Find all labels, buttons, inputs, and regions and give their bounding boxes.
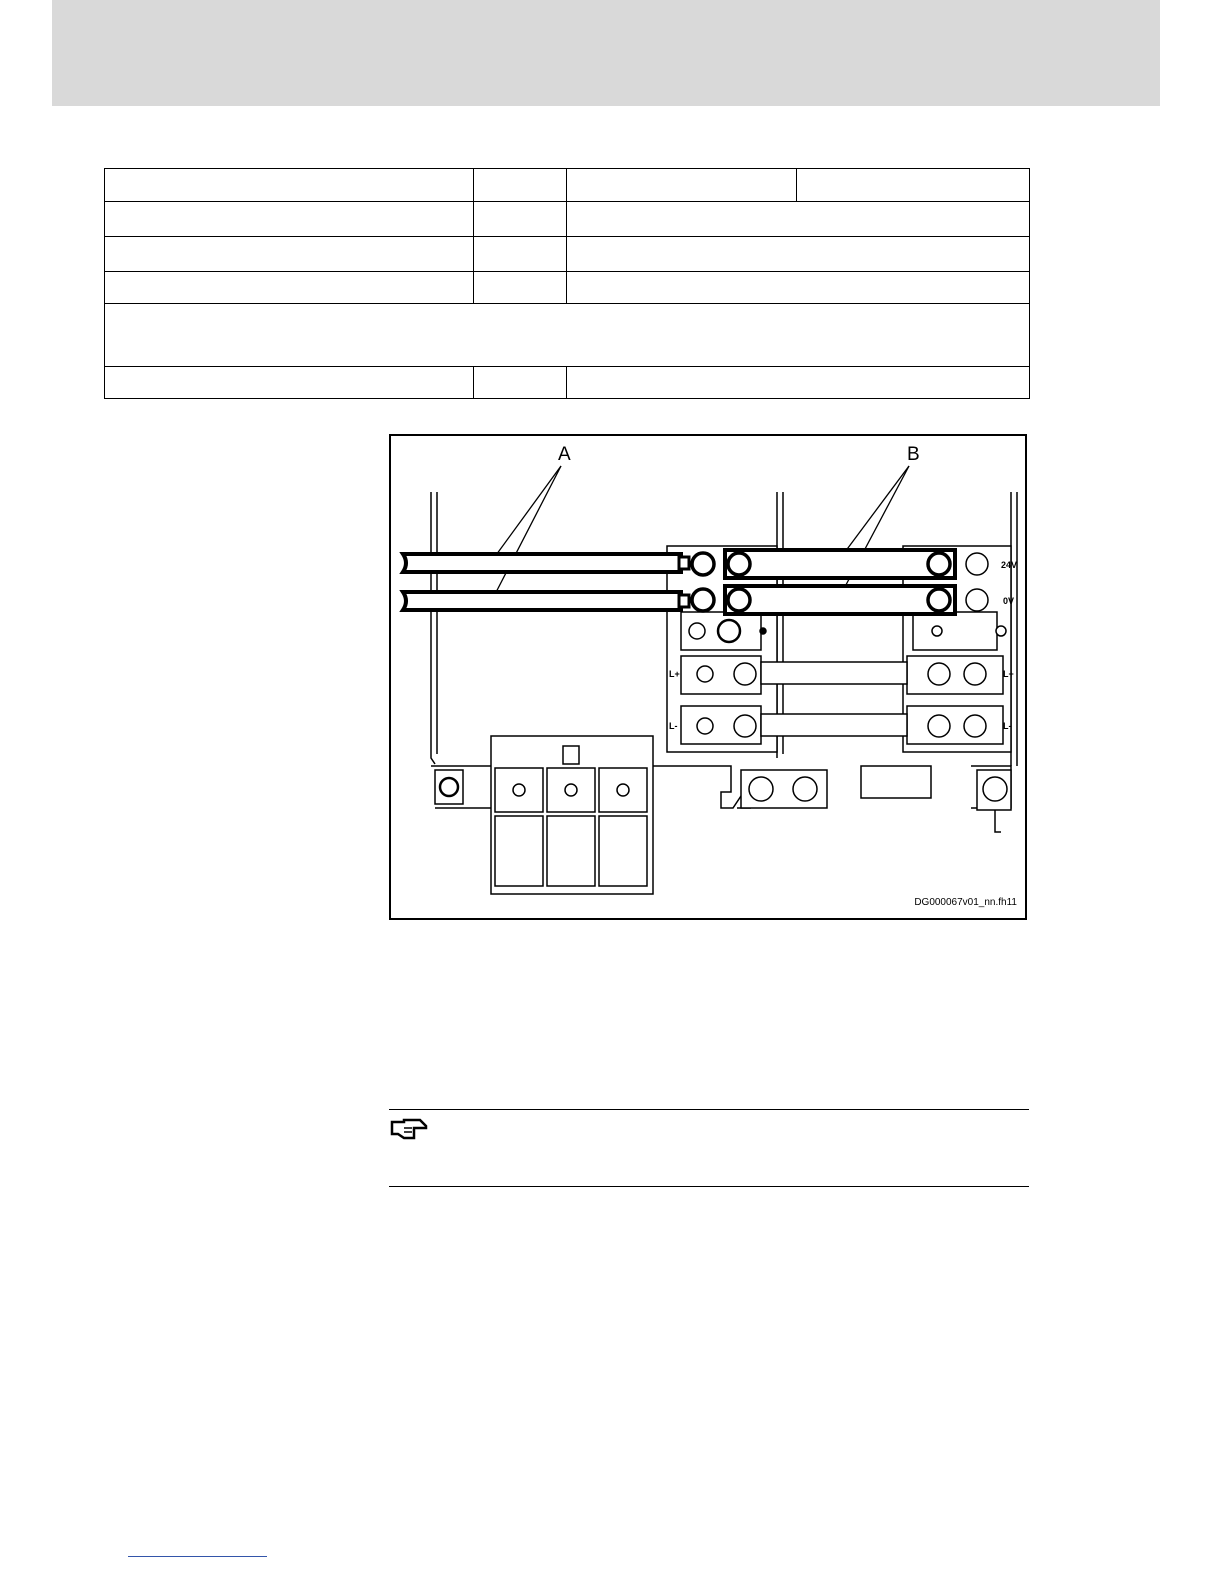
power-connector [491,736,653,894]
spec-table [104,168,1030,399]
label-lminus-left: L- [669,721,678,731]
table-cell [474,202,567,237]
page-header-band [52,0,1160,106]
label-lplus-right: L+ [1003,669,1014,679]
table-cell [797,169,1030,202]
label-lminus-right: L- [1003,721,1012,731]
table-cell [567,202,1030,237]
label-24v: 24V [1001,560,1018,570]
callout-b-label: B [907,444,920,465]
table-row [105,202,1030,237]
table-cell [567,237,1030,272]
table-cell [474,367,567,399]
table-cell [567,272,1030,304]
callout-a-label: A [558,444,571,465]
wiring-drawing [391,436,1025,918]
label-0v: 0V [1003,596,1015,606]
table-row [105,367,1030,399]
table-cell [105,272,474,304]
table-cell [474,272,567,304]
bottom-screw-terminals [741,770,1011,832]
table-cell [567,367,1030,399]
table-cell [474,237,567,272]
table-cell [105,237,474,272]
note-rule-bottom [389,1186,1029,1187]
footer-link-underline [128,1556,267,1557]
table-row [105,304,1030,367]
table-cell [105,367,474,399]
note-rule-top [389,1109,1029,1110]
table-row [105,272,1030,304]
table-cell [105,304,1030,367]
table-cell [105,169,474,202]
table-cell [105,202,474,237]
label-lplus-left: L+ [669,669,680,679]
table-row [105,237,1030,272]
mounting-screw-icon [435,770,463,804]
table-cell [567,169,797,202]
pointing-hand-icon [390,1116,428,1142]
table-cell [474,169,567,202]
figure-id: DG000067v01_nn.fh11 [914,897,1017,908]
table-row [105,169,1030,202]
wiring-figure [389,434,1027,920]
